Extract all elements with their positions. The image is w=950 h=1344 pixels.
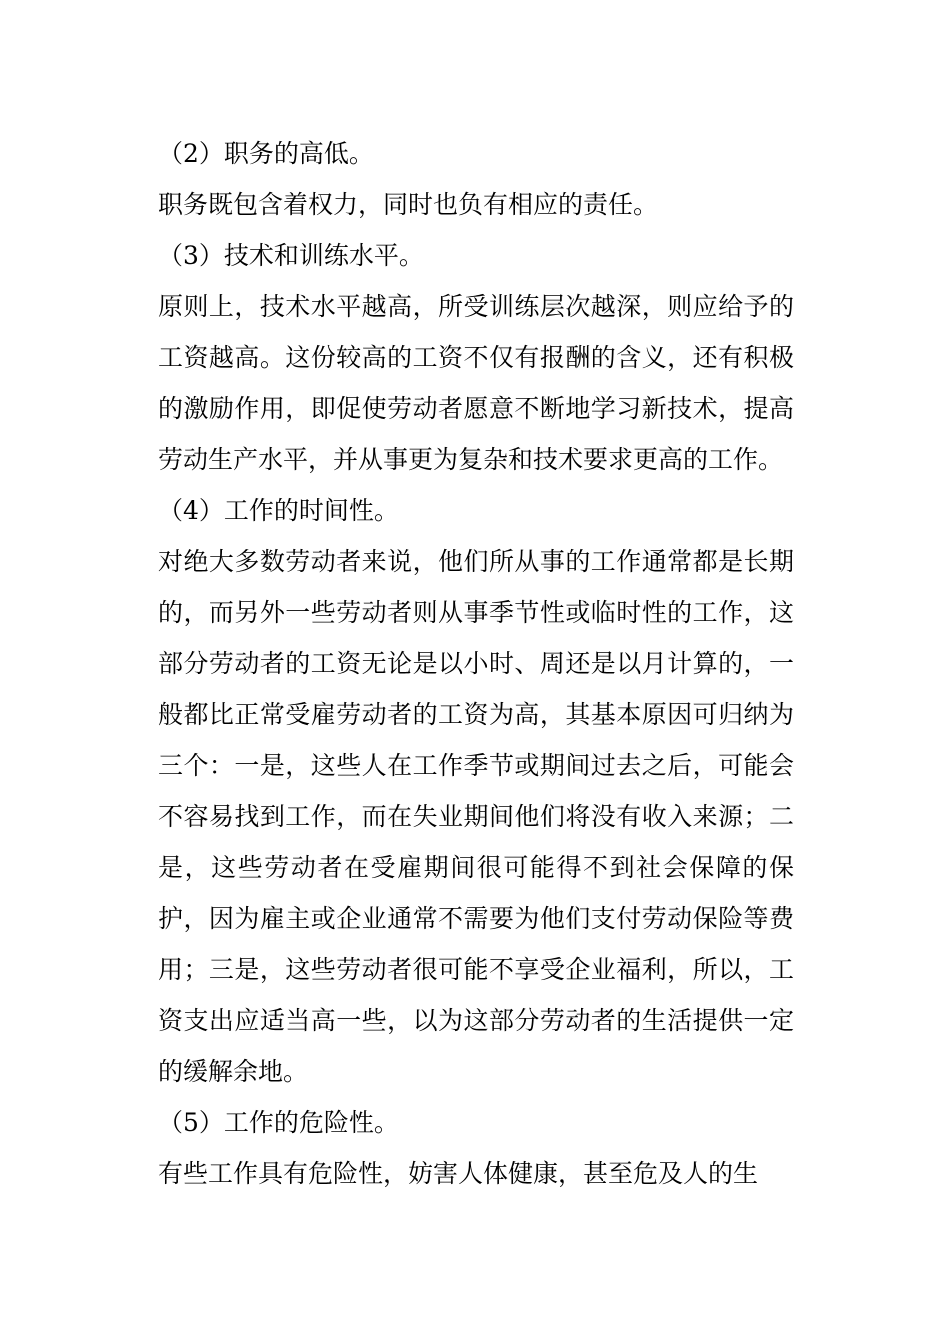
body-paragraph-duty: 职务既包含着权力，同时也负有相应的责任。 xyxy=(158,190,659,219)
section-heading-4: （4）工作的时间性。 xyxy=(158,496,399,525)
document-body xyxy=(158,128,794,1199)
section-heading-5: （5）工作的危险性。 xyxy=(158,1108,399,1137)
section-heading-2: （2）职务的高低。 xyxy=(158,139,374,168)
body-paragraph-danger: 有些工作具有危险性，妨害人体健康，甚至危及人的生 xyxy=(158,1159,759,1188)
body-paragraph-time: 对绝大多数劳动者来说，他们所从事的工作通常都是长期的，而另外一些劳动者则从事季节性或临时性的工作，这部分劳动者的工资无论是以小时、周还是以月计算的，一般都比正常受雇劳动者的工资为高，其基本原因可归纳为三个：一是，这些人在工作季节或期间过去之后，可能会不容易找到工作，而在失业期间他们将没有收入来源；二是，这些劳动者在受雇期间很可能得不到社会保障的保护，因为雇主或企业通常不需要为他们支付劳动保险等费用；三是，这些劳动者很可能不享受企业福利，所以，工资支出应适当高一些，以为这部分劳动者的生活提供一定的缓解余地。 xyxy=(158,547,794,1086)
section-heading-3: （3）技术和训练水平。 xyxy=(158,241,424,270)
body-paragraph-skill: 原则上，技术水平越高，所受训练层次越深，则应给予的工资越高。这份较高的工资不仅有报酬的含义，还有积极的激励作用，即促使劳动者愿意不断地学习新技术，提高劳动生产水平，并从事更为复杂和技术要求更高的工作。 xyxy=(158,292,794,474)
